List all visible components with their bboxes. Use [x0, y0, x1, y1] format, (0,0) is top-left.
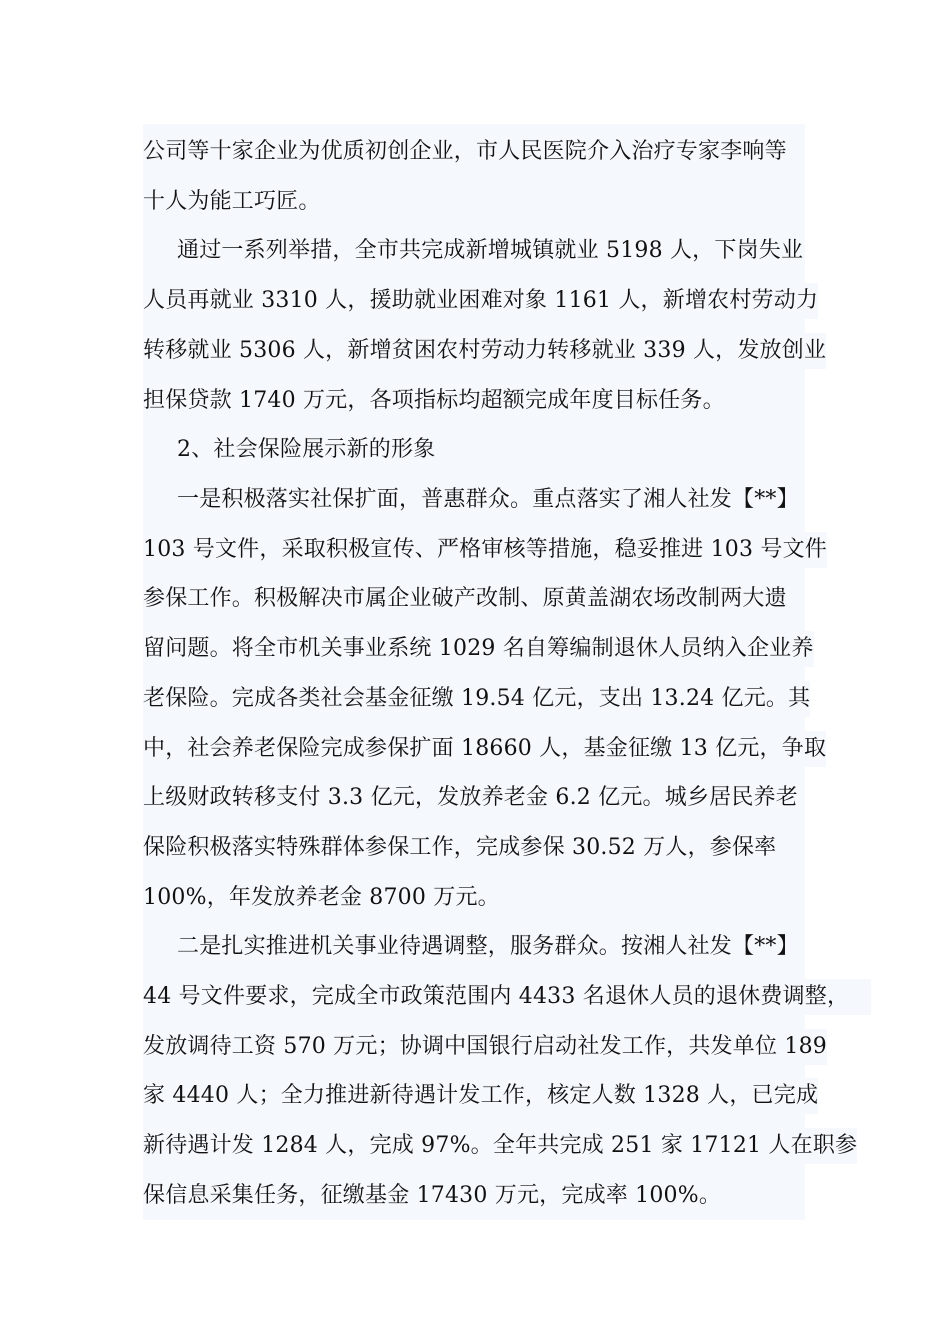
text-line: 转移就业 5306 人，新增贫困农村劳动力转移就业 339 人，发放创业: [143, 333, 826, 369]
text-line: 新待遇计发 1284 人，完成 97%。全年共完成 251 家 17121 人在职参: [143, 1128, 857, 1164]
text-line: 老保险。完成各类社会基金征缴 19.54 亿元，支出 13.24 亿元。其: [143, 681, 810, 717]
text-line: 中，社会养老保险完成参保扩面 18660 人，基金征缴 13 亿元，争取: [143, 731, 826, 767]
text-line: 保信息采集任务，征缴基金 17430 万元，完成率 100%。: [143, 1178, 721, 1214]
text-line: 上级财政转移支付 3.3 亿元，发放养老金 6.2 亿元。城乡居民养老: [143, 780, 798, 816]
paragraph-start-line: 二是扎实推进机关事业待遇调整，服务群众。按湘人社发【**】: [177, 929, 799, 965]
paragraph-start-line: 通过一系列举措，全市共完成新增城镇就业 5198 人，下岗失业: [177, 233, 803, 269]
text-line: 保险积极落实特殊群体参保工作，完成参保 30.52 万人，参保率: [143, 830, 776, 866]
text-line: 参保工作。积极解决市属企业破产改制、原黄盖湖农场改制两大遗: [143, 581, 787, 617]
text-line: 家 4440 人；全力推进新待遇计发工作，核定人数 1328 人，已完成: [143, 1078, 818, 1114]
text-line: 担保贷款 1740 万元，各项指标均超额完成年度目标任务。: [143, 383, 725, 419]
text-line: 103 号文件，采取积极宣传、严格审核等措施，稳妥推进 103 号文件: [143, 532, 827, 568]
text-line: 44 号文件要求，完成全市政策范围内 4433 名退休人员的退休费调整，: [143, 979, 871, 1015]
text-line: 十人为能工巧匠。: [143, 184, 321, 220]
text-line: 公司等十家企业为优质初创企业，市人民医院介入治疗专家李响等: [143, 134, 787, 170]
text-line: 人员再就业 3310 人，援助就业困难对象 1161 人，新增农村劳动力: [143, 283, 818, 319]
text-line: 留问题。将全市机关事业系统 1029 名自筹编制退休人员纳入企业养: [143, 631, 814, 667]
section-heading: 2、社会保险展示新的形象: [177, 432, 435, 468]
paragraph-start-line: 一是积极落实社保扩面，普惠群众。重点落实了湘人社发【**】: [177, 482, 799, 518]
text-line: 100%，年发放养老金 8700 万元。: [143, 880, 500, 916]
text-line: 发放调待工资 570 万元；协调中国银行启动社发工作，共发单位 189: [143, 1029, 827, 1065]
